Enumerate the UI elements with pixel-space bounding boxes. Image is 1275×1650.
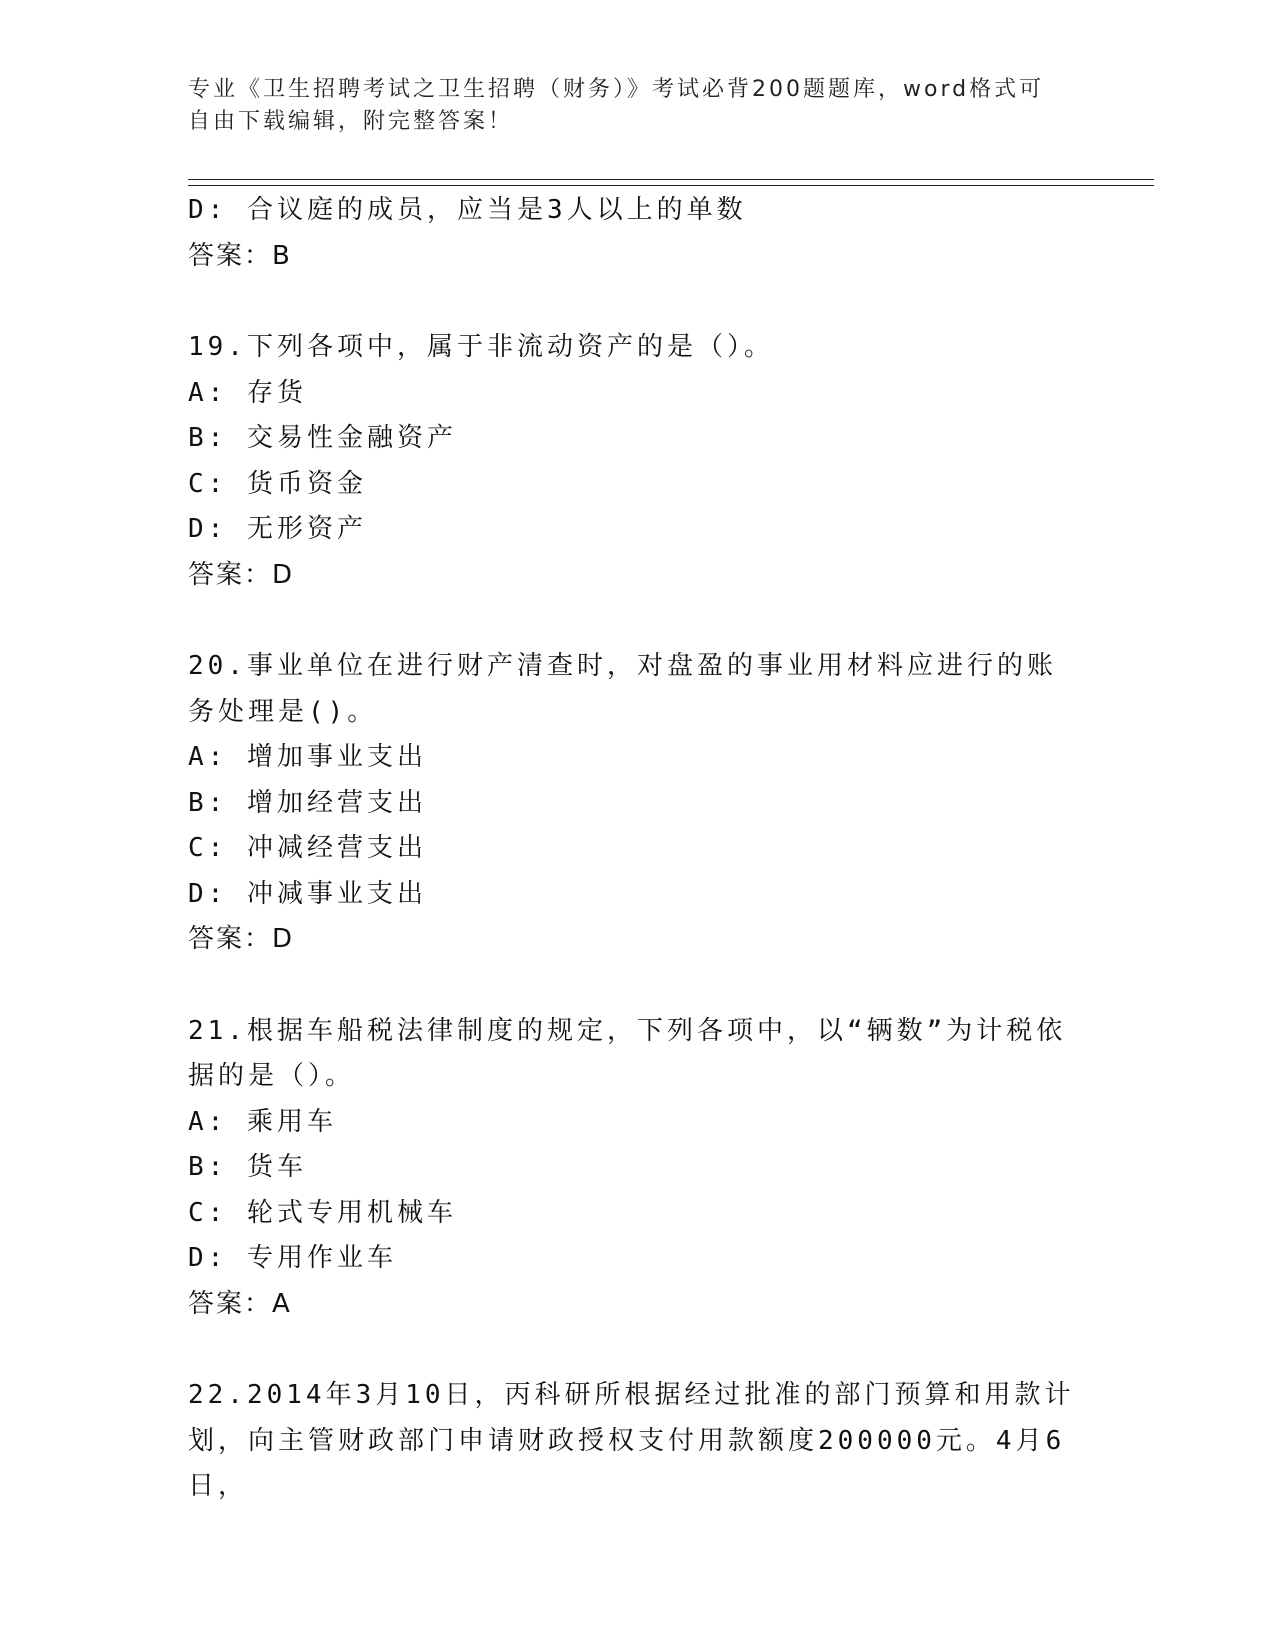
question-21-answer: 答案：A xyxy=(188,1288,292,1319)
prev-option-d: D: 合议庭的成员，应当是3人以上的单数 xyxy=(188,195,747,225)
question-20-option-a: A: 增加事业支出 xyxy=(188,742,427,772)
question-21-option-c: C: 轮式专用机械车 xyxy=(188,1197,457,1228)
question-19-option-d: D: 无形资产 xyxy=(188,514,367,544)
question-19-option-c: C: 货币资金 xyxy=(188,468,367,499)
question-20-answer: 答案：D xyxy=(188,924,295,954)
question-22-title: 22.2014年3月10日，丙科研所根据经过批准的部门预算和用款计划，向主管财政部门申请财政授权支付用款额度200000元。4月6日， xyxy=(188,1380,1075,1501)
question-19-answer: 答案：D xyxy=(188,559,295,590)
question-content xyxy=(188,188,1078,1510)
question-21-option-d: D: 专用作业车 xyxy=(188,1243,397,1273)
question-21-option-a: A: 乘用车 xyxy=(188,1106,337,1137)
question-20-option-b: B: 增加经营支出 xyxy=(188,787,427,818)
question-19-option-b: B: 交易性金融资产 xyxy=(188,423,457,453)
question-19-option-a: A: 存货 xyxy=(188,377,307,408)
question-21-option-b: B: 货车 xyxy=(188,1152,307,1182)
question-20-option-d: D: 冲减事业支出 xyxy=(188,878,427,909)
question-20-title: 20.事业单位在进行财产清查时，对盘盈的事业用材料应进行的账务处理是()。 xyxy=(188,651,1057,727)
question-19-title: 19.下列各项中，属于非流动资产的是（）。 xyxy=(188,332,774,362)
prev-answer: 答案：B xyxy=(188,240,292,271)
question-21-title: 21.根据车船税法律制度的规定，下列各项中，以“辆数”为计税依据的是（）。 xyxy=(188,1015,1067,1091)
question-20-option-c: C: 冲减经营支出 xyxy=(188,833,427,863)
header-double-rule xyxy=(188,179,1154,186)
document-header: 专业《卫生招聘考试之卫生招聘（财务）》考试必背200题题库，word格式可自由下载编辑，附完整答案！ xyxy=(188,77,1045,134)
